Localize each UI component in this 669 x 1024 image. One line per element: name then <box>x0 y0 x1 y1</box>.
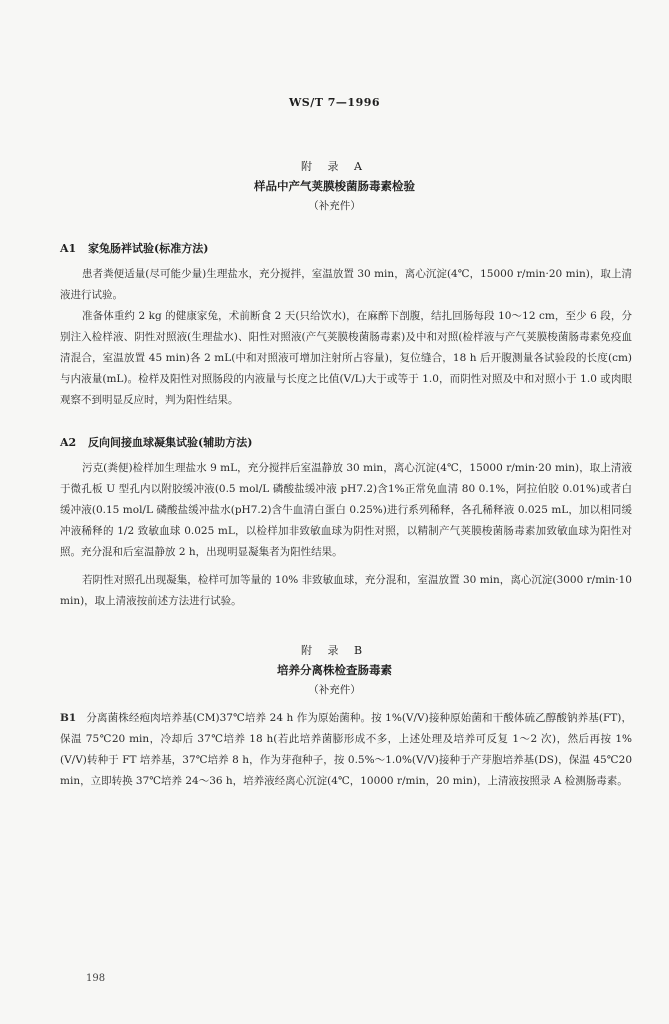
standard-number-header: WS/T 7—1996 <box>288 96 381 109</box>
section-b1-paragraph <box>60 708 632 792</box>
section-a2-title: 反向间接血球凝集试验(辅助方法) <box>88 436 253 449</box>
section-a1-paragraph-1: 患者粪便适量(尽可能少量)生理盐水，充分搅拌，室温放置 30 min，离心沉淀(4℃，15000 r/min·20 min)，取上清液进行试验。 <box>60 268 632 301</box>
section-b1-text: 分离菌株经疱肉培养基(CM)37℃培养 24 h 作为原始菌种。按 1%(V/V)接种原始菌和干酸体硫乙醇酸钠养基(FT)，保温 75℃20 min，冷却后 37℃培养 18 h(若此培养菌膨形成不多，上述处理及培养可反复 1～2 次)，然后再按 1%(V/V)转种于 FT 培养基，37℃培养 8 h，作为芽孢种子，按 0.5%～1.0%(V/V)接种于产芽胞培养基(DS)，保温 45℃20 min，立即转换 37℃培养 24～36 h，培养液经离心沉淀(4℃，10000 r/min，20 min)，上清液按照录 A 检测肠毒素。 <box>60 712 632 787</box>
section-a2-paragraph-1: 污克(粪便)检样加生理盐水 9 mL，充分搅拌后室温静放 30 min，离心沉淀(4℃，15000 r/min·20 min)，取上清液于微孔板 U 型孔内以附胶缓冲液(0.5 mol/L 磷酸盐缓冲液 pH7.2)含1%正常免血清 80 0.1%，阿拉伯胶 0.01%)或者白缓冲液(0.15 mol/L 磷酸盐缓冲盐水(pH7.2)含牛血清白蛋白 0.25%)进行系列稀释，各孔稀释液 0.025 mL，加以相同缓冲液稀释的 1/2 致敏血球 0.025 mL，以检样加非致敏血球为阴性对照，以精制产气荚膜梭菌肠毒素加致敏血球为阳性对照。充分混和后室温静放 2 h，出现明显凝集者为阳性结果。 <box>60 462 632 558</box>
section-a1-number: A1 <box>60 242 77 255</box>
annex-b-subtitle: （补充件） <box>308 684 361 696</box>
section-a2-paragraph-2: 若阴性对照孔出现凝集，检样可加等量的 10% 非致敏血球，充分混和，室温放置 30 min，离心沉淀(3000 r/min·10 min)，取上清液按前述方法进行试验。 <box>60 574 632 607</box>
section-a1-heading <box>60 240 208 256</box>
section-a2-heading <box>60 434 252 450</box>
annex-b-title: 培养分离株检查肠毒素 <box>277 663 392 677</box>
section-b1-number: B1 <box>60 712 77 724</box>
section-a1-title: 家兔肠袢试验(标准方法) <box>88 242 209 255</box>
section-a1-paragraph-2: 准备体重约 2 kg 的健康家兔，术前断食 2 天(只给饮水)，在麻醉下剖腹，结扎回肠每段 10～12 cm，至少 6 段，分别注入检样液、阴性对照液(生理盐水)、阳性对照液(产气荚膜梭菌肠毒素)及中和对照(检样液与产气荚膜梭菌肠毒素免疫血清混合，室温放置 45 min)各 2 mL(中和对照液可增加注射所占容量)，复位缝合，18 h 后开腹测量各试验段的长度(cm)与内液量(mL)。检样及阳性对照肠段的内液量与长度之比值(V/L)大于或等于 1.0，而阴性对照及中和对照小于 1.0 或肉眼观察不到明显反应时，判为阳性结果。 <box>60 310 632 406</box>
annex-a-label: 附 录 A <box>301 160 368 173</box>
annex-a-title: 样品中产气荚膜梭菌肠毒素检验 <box>254 179 415 193</box>
annex-a-subtitle: （补充件） <box>308 200 361 212</box>
section-a2-number: A2 <box>60 436 77 449</box>
annex-b-label: 附 录 B <box>300 644 369 657</box>
page-number: 198 <box>86 973 106 984</box>
